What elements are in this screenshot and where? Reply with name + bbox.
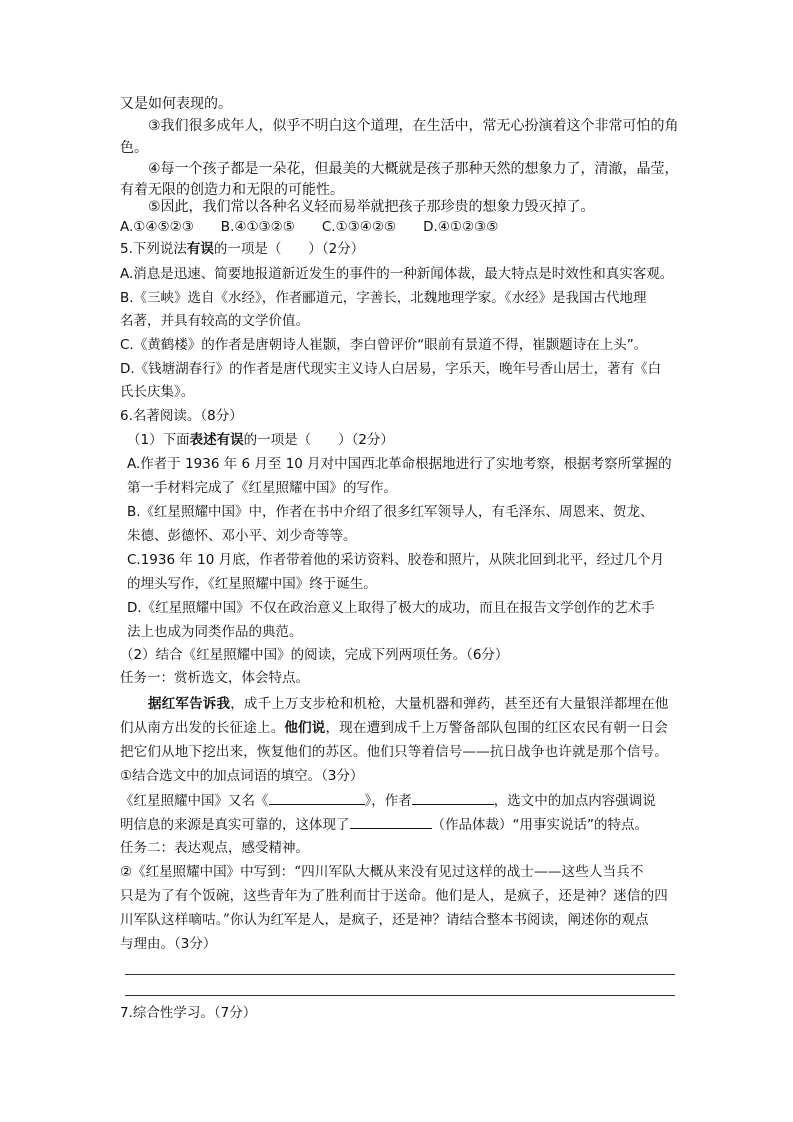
q6-opinion-line4: 与理由。（3分） — [120, 936, 217, 952]
answer-blank-author[interactable] — [412, 790, 494, 805]
q4-sentence-4b: 有着无限的创造力和无限的可能性。 — [120, 182, 344, 198]
q6-sub1-emphasis: 表述有误 — [189, 432, 244, 448]
q4-sentence-5: ⑤因此，我们常以各种名义轻而易举就把孩子那珍贵的想象力毁灭掉了。 — [148, 199, 595, 215]
q6-option-b-line1: B.《红星照耀中国》中，作者在书中介绍了很多红军领导人，有毛泽东、周恩来、贺龙、 — [127, 504, 654, 520]
q4-sentence-3a: ③我们很多成年人，似乎不明白这个道理，在生活中，常无心扮演着这个非常可怕的角 — [148, 118, 679, 134]
q6-task2: 任务二：表达观点，感受精神。 — [120, 840, 309, 856]
q4-line-top: 又是如何表现的。 — [120, 96, 232, 112]
q6-option-a-line1: A.作者于 1936 年 6 月至 10 月对中国西北革命根据地进行了实地考察，根据考察所掌握的 — [127, 456, 672, 472]
q4-sentence-3b: 色。 — [120, 140, 148, 156]
q6-fill-line1: 《红星照耀中国》又名《 》，作者 ，选文中的加点内容强调说 — [120, 790, 656, 811]
excerpt-line-3: 把它们从地下挖出来，恢复他们的苏区。他们只等着信号——抗日战争也许就是那个信号。 — [120, 744, 668, 760]
excerpt-line-1: 据红军告诉我，成千上万支步枪和机枪，大量机器和弹药，甚至还有大量银洋都埋在他 — [148, 696, 669, 712]
q4-options: A.①④⑤②③ B.④①③②⑤ C.①③④②⑤ D.④①②③⑤ — [120, 219, 499, 235]
q5-stem-emphasis: 有误 — [186, 241, 214, 257]
answer-blank-alt-title[interactable] — [269, 790, 365, 805]
q5-stem: 5.下列说法有误的一项是（ ）（2分） — [120, 241, 365, 257]
q6-task1: 任务一：赏析选文，体会特点。 — [120, 670, 309, 686]
q5-option-d-line1: D.《钱塘湖春行》的作者是唐代现实主义诗人白居易，字乐天，晚年号香山居士，著有《白 — [120, 361, 662, 377]
q4-sentence-4a: ④每一个孩子都是一朵花，但最美的大概就是孩子那种天然的想象力了，清澈，晶莹， — [148, 161, 679, 177]
q6-fill-question: ①结合选文中的加点词语的填空。（3分） — [120, 768, 364, 784]
q6-title: 6.名著阅读。（8分） — [120, 408, 243, 424]
excerpt-line-2: 们从南方出发的长征途上。他们说，现在遭到成千上万警备部队包围的红区农民有朝一日会 — [120, 720, 669, 736]
q6-fill-line2: 明信息的来源是真实可靠的，这体现了 （作品体裁）“用事实说话”的特点。 — [120, 814, 648, 835]
q6-sub2-stem: （2）结合《红星照耀中国》的阅读，完成下列两项任务。（6分） — [120, 647, 509, 663]
q6-option-c-line1: C.1936 年 10 月底，作者带着他的采访资料、胶卷和照片，从陕北回到北平，经过几个月 — [127, 552, 665, 568]
q6-opinion-line1: ②《红星照耀中国》中写到：“四川军队大概从来没有见过这样的战士——这些人当兵不 — [120, 864, 644, 880]
q6-opinion-line3: 川军队这样嘀咕。”你认为红军是人，是疯子，还是神？请结合整本书阅读，阐述你的观点 — [120, 912, 649, 928]
answer-blank-genre[interactable] — [350, 814, 432, 829]
q7-title: 7.综合性学习。（7分） — [120, 1005, 257, 1021]
q6-option-b-line2: 朱德、彭德怀、邓小平、刘少奇等等。 — [127, 528, 357, 544]
answer-line-2[interactable] — [125, 995, 675, 996]
q5-option-a: A.消息是迅速、简要地报道新近发生的事件的一种新闻体裁，最大特点是时效性和真实客观。 — [120, 266, 674, 282]
q6-option-d-line1: D.《红星照耀中国》不仅在政治意义上取得了极大的成功，而且在报告文学创作的艺术手 — [127, 600, 655, 616]
q5-option-b-line2: 名著，并具有较高的文学价值。 — [120, 313, 309, 329]
q5-option-d-line2: 氏长庆集》。 — [120, 384, 195, 400]
q6-option-a-line2: 第一手材料完成了《红星照耀中国》的写作。 — [127, 480, 397, 496]
excerpt-emphasis-1: 据红军告诉我 — [148, 696, 231, 712]
q5-option-c: C.《黄鹤楼》的作者是唐朝诗人崔颢，李白曾评价“眼前有景道不得，崔颢题诗在上头”。 — [120, 337, 648, 353]
answer-line-1[interactable] — [125, 974, 675, 975]
q6-option-c-line2: 的埋头写作，《红星照耀中国》终于诞生。 — [127, 576, 377, 592]
q5-option-b-line1: B.《三峡》选自《水经》，作者郦道元，字善长，北魏地理学家。《水经》是我国古代地理 — [120, 290, 647, 306]
q6-option-d-line2: 法上也成为同类作品的典范。 — [127, 624, 303, 640]
excerpt-emphasis-2: 他们说 — [284, 720, 326, 736]
q6-opinion-line2: 只是为了有个饭碗，这些青年为了胜利而甘于送命。他们是人，是疯子，还是神？迷信的四 — [120, 888, 668, 904]
q6-sub1-stem: （1）下面表述有误的一项是（ ）（2分） — [127, 432, 394, 448]
